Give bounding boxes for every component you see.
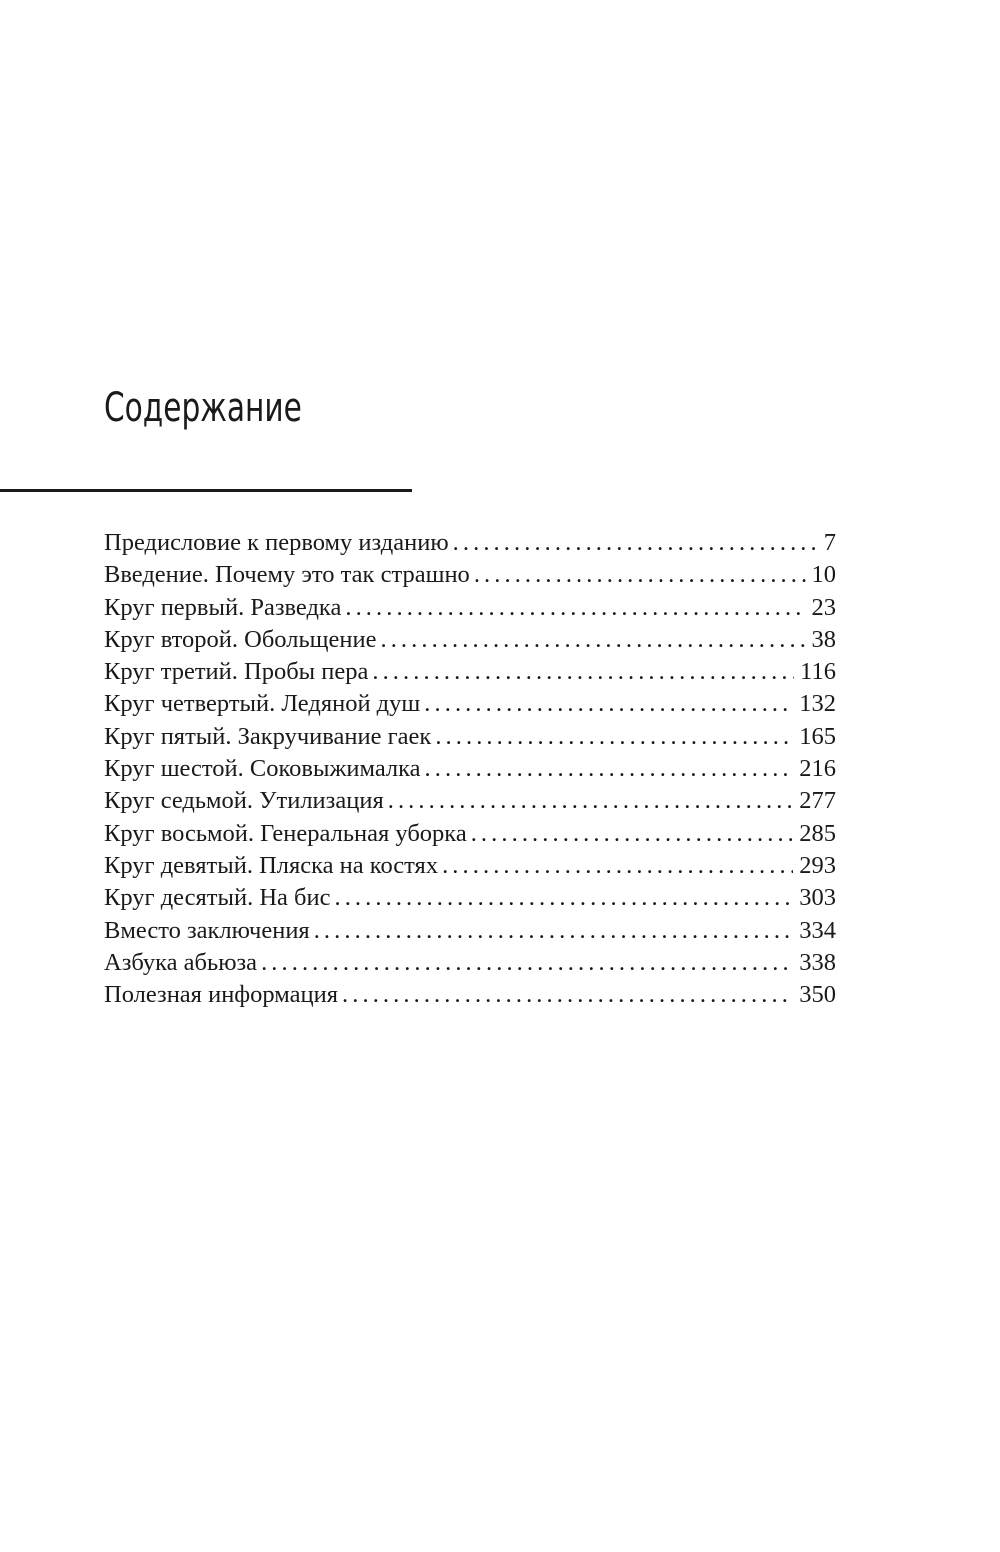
toc-entry[interactable] xyxy=(104,850,836,882)
toc-entry-label: Круг четвертый. Ледяной душ xyxy=(104,690,421,718)
toc-entry[interactable] xyxy=(104,721,836,753)
toc-leader-dots xyxy=(442,850,793,882)
toc-leader-dots xyxy=(342,979,793,1011)
toc-entry[interactable] xyxy=(104,559,836,591)
toc-leader-dots xyxy=(345,592,805,624)
toc-leader-dots xyxy=(314,915,794,947)
toc-leader-dots xyxy=(471,818,794,850)
toc-entry-page: 7 xyxy=(823,529,836,556)
toc-entry-page: 350 xyxy=(799,981,836,1009)
toc-entry-page: 165 xyxy=(799,722,836,750)
table-of-contents xyxy=(104,527,836,1011)
toc-entry-label: Введение. Почему это так страшно xyxy=(104,561,470,589)
toc-leader-dots xyxy=(388,785,794,817)
toc-entry-label: Круг десятый. На бис xyxy=(104,884,331,912)
toc-entry-page: 285 xyxy=(799,819,836,847)
toc-leader-dots xyxy=(435,721,793,753)
toc-entry[interactable] xyxy=(104,753,836,785)
toc-entry-label: Круг первый. Разведка xyxy=(104,593,342,621)
page-title: Содержание xyxy=(104,385,302,431)
toc-entry-label: Полезная информация xyxy=(104,981,339,1009)
toc-leader-dots xyxy=(380,624,805,656)
toc-entry-page: 10 xyxy=(811,561,836,589)
toc-entry-label: Круг третий. Пробы пера xyxy=(104,658,369,686)
title-divider xyxy=(0,489,412,492)
toc-entry[interactable] xyxy=(104,785,836,817)
toc-entry-label: Азбука абьюза xyxy=(104,948,258,976)
toc-entry[interactable] xyxy=(104,947,836,979)
toc-entry-label: Круг восьмой. Генеральная уборка xyxy=(104,819,467,847)
toc-entry[interactable] xyxy=(104,592,836,624)
toc-leader-dots xyxy=(372,656,794,688)
toc-leader-dots xyxy=(424,688,793,720)
toc-entry-label: Круг второй. Обольщение xyxy=(104,625,377,653)
toc-leader-dots xyxy=(334,882,793,914)
toc-entry-label: Круг седьмой. Утилизация xyxy=(104,787,384,815)
toc-entry[interactable] xyxy=(104,915,836,947)
toc-leader-dots xyxy=(453,527,818,559)
toc-entry-page: 293 xyxy=(799,851,836,879)
toc-entry-page: 38 xyxy=(811,625,836,653)
toc-entry[interactable] xyxy=(104,624,836,656)
toc-leader-dots xyxy=(425,753,794,785)
toc-entry-page: 116 xyxy=(800,658,836,686)
toc-entry-label: Круг шестой. Соковыжималка xyxy=(104,755,421,783)
toc-entry-page: 23 xyxy=(811,593,836,621)
toc-entry-label: Круг пятый. Закручивание гаек xyxy=(104,722,432,750)
toc-entry[interactable] xyxy=(104,688,836,720)
toc-entry[interactable] xyxy=(104,818,836,850)
toc-entry[interactable] xyxy=(104,979,836,1011)
toc-entry-page: 334 xyxy=(799,916,836,944)
toc-leader-dots xyxy=(474,559,806,591)
toc-entry[interactable] xyxy=(104,656,836,688)
toc-entry-label: Предисловие к первому изданию xyxy=(104,529,449,556)
toc-entry[interactable] xyxy=(104,527,836,559)
toc-entry[interactable] xyxy=(104,882,836,914)
toc-entry-page: 277 xyxy=(799,787,836,815)
toc-entry-label: Круг девятый. Пляска на костях xyxy=(104,851,439,879)
toc-entry-page: 338 xyxy=(799,948,836,976)
toc-entry-page: 216 xyxy=(799,755,836,783)
toc-entry-page: 132 xyxy=(799,690,836,718)
toc-entry-page: 303 xyxy=(799,884,836,912)
toc-entry-label: Вместо заключения xyxy=(104,916,310,944)
toc-leader-dots xyxy=(261,947,793,979)
